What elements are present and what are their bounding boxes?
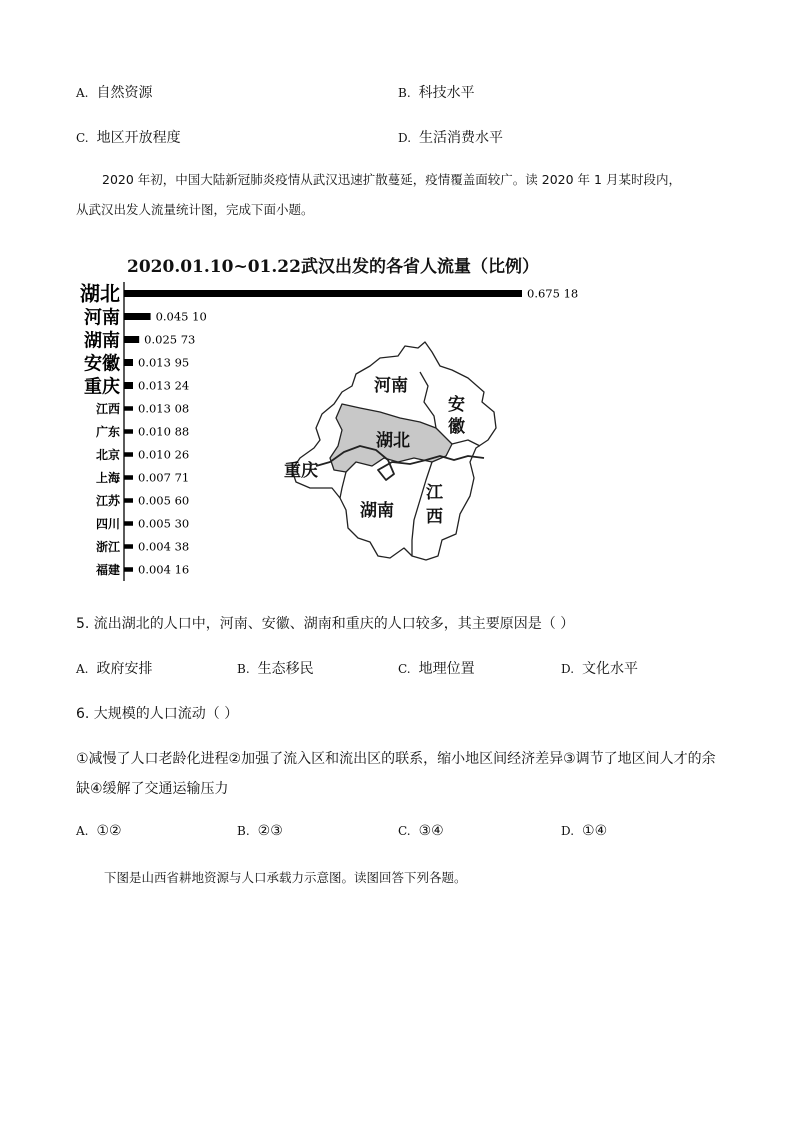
bar bbox=[124, 429, 133, 434]
bar bbox=[124, 313, 151, 320]
category-label: 江西 bbox=[95, 402, 120, 416]
q5-option-d: D. 文化水平 bbox=[561, 661, 639, 677]
value-label: 0.010 88 bbox=[138, 424, 190, 439]
province-map bbox=[292, 342, 496, 560]
category-label: 四川 bbox=[95, 517, 120, 531]
category-label: 上海 bbox=[95, 471, 120, 485]
q6-option-a: A. ①② bbox=[76, 823, 122, 839]
bar bbox=[124, 544, 133, 549]
bar bbox=[124, 290, 522, 297]
next-intro: 下图是山西省耕地资源与人口承载力示意图。读图回答下列各题。 bbox=[104, 870, 467, 885]
category-label: 浙江 bbox=[95, 540, 120, 554]
value-label: 0.004 38 bbox=[138, 539, 190, 554]
bar bbox=[124, 498, 133, 503]
map-label-hubei: 湖北 bbox=[376, 431, 410, 451]
category-label: 河南 bbox=[84, 307, 120, 329]
category-label: 福建 bbox=[95, 563, 120, 577]
category-label: 安徽 bbox=[84, 353, 120, 375]
q5-stem: 5. 流出湖北的人口中，河南、安徽、湖南和重庆的人口较多，其主要原因是（ ） bbox=[76, 616, 575, 632]
q6-option-d: D. ①④ bbox=[561, 823, 608, 839]
value-label: 0.045 10 bbox=[155, 309, 207, 324]
prev-option-a: A. 自然资源 bbox=[76, 85, 153, 101]
category-label: 湖南 bbox=[84, 330, 120, 352]
value-label: 0.005 30 bbox=[138, 516, 190, 531]
prev-option-c: C. 地区开放程度 bbox=[76, 130, 181, 146]
chart-title: 2020.01.10~01.22武汉出发的各省人流量（比例） bbox=[127, 257, 539, 277]
value-label: 0.010 26 bbox=[138, 447, 190, 462]
q6-stem: 6. 大规模的人口流动（ ） bbox=[76, 706, 239, 722]
prev-option-b: B. 科技水平 bbox=[398, 85, 475, 101]
bar bbox=[124, 521, 133, 526]
bar bbox=[124, 382, 133, 389]
map-label-jiangxi-1: 江 bbox=[426, 483, 443, 503]
intro-line-2: 从武汉出发人流量统计图，完成下面小题。 bbox=[76, 202, 314, 217]
value-label: 0.005 60 bbox=[138, 493, 190, 508]
value-label: 0.013 95 bbox=[138, 355, 190, 370]
category-label: 江苏 bbox=[95, 494, 120, 508]
map-label-anhui-2: 徽 bbox=[448, 417, 465, 437]
map-label-chongqing: 重庆 bbox=[284, 461, 318, 481]
category-label: 湖北 bbox=[80, 281, 120, 306]
prev-option-d: D. 生活消费水平 bbox=[398, 130, 504, 146]
q6-option-c: C. ③④ bbox=[398, 823, 444, 839]
category-label: 广东 bbox=[95, 425, 120, 439]
category-label: 重庆 bbox=[84, 376, 120, 398]
q6-statement-line-1: ①减慢了人口老龄化进程②加强了流入区和流出区的联系，缩小地区间经济差异③调节了地区间人才的余 bbox=[76, 751, 716, 767]
bar bbox=[124, 567, 133, 572]
q5-option-a: A. 政府安排 bbox=[76, 661, 153, 677]
bar bbox=[124, 406, 133, 411]
q6-statement-line-2: 缺④缓解了交通运输压力 bbox=[76, 781, 229, 797]
bar bbox=[124, 452, 133, 457]
q6-option-b: B. ②③ bbox=[237, 823, 283, 839]
value-label: 0.007 71 bbox=[138, 470, 190, 485]
value-label: 0.004 16 bbox=[138, 562, 190, 577]
map-label-jiangxi-2: 西 bbox=[426, 507, 443, 527]
value-label: 0.013 24 bbox=[138, 378, 190, 393]
q5-option-b: B. 生态移民 bbox=[237, 661, 314, 677]
map-label-anhui-1: 安 bbox=[448, 395, 465, 415]
map-label-hunan: 湖南 bbox=[360, 501, 394, 521]
category-label: 北京 bbox=[95, 448, 120, 462]
bar bbox=[124, 336, 139, 343]
value-label: 0.013 08 bbox=[138, 401, 190, 416]
map-label-henan: 河南 bbox=[374, 376, 408, 396]
bar bbox=[124, 359, 133, 366]
value-label: 0.675 18 bbox=[527, 286, 579, 301]
intro-line-1: 2020 年初，中国大陆新冠肺炎疫情从武汉迅速扩散蔓延，疫情覆盖面较广。读 2020 年 1 月某时段内， bbox=[102, 172, 681, 187]
bar bbox=[124, 475, 133, 480]
value-label: 0.025 73 bbox=[144, 332, 196, 347]
q5-option-c: C. 地理位置 bbox=[398, 661, 475, 677]
